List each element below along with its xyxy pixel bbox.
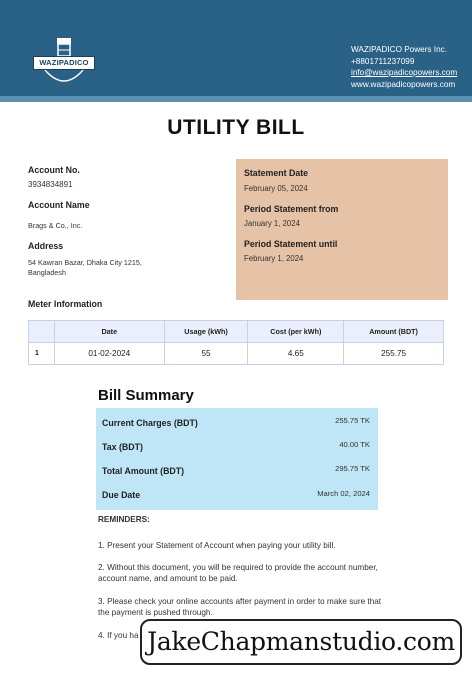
meter-col-date-header: Date [54,321,164,343]
period-until-value: February 1, 2024 [244,254,304,263]
watermark-badge: JakeChapmanstudio.com [140,619,462,665]
meter-col-cost-header: Cost (per kWh) [248,321,344,343]
header-banner [0,0,472,96]
meter-table-header-row [29,321,444,343]
meter-col-index-header [29,321,55,343]
due-date-label: Due Date [102,490,141,500]
meter-cell-amount: 255.75 [344,343,444,365]
company-email-link[interactable]: info@wazipadicopowers.com [351,68,458,77]
tax-value: 40.00 TK [339,440,370,449]
current-charges-label: Current Charges (BDT) [102,418,198,428]
statement-date-label: Statement Date [244,168,309,178]
meter-table [28,320,444,365]
meter-info-title: Meter Information [28,299,103,309]
bill-summary-box [96,408,378,510]
meter-col-amount-header: Amount (BDT) [344,321,444,343]
due-date-value: March 02, 2024 [317,489,370,498]
reminder-2: 2. Without this document, you will be required to provide the account number, account name, and amount to be paid. [98,563,378,583]
statement-box [236,159,448,300]
account-number-label: Account No. [28,165,80,175]
address-label: Address [28,241,64,251]
statement-date-value: February 05, 2024 [244,184,308,193]
account-number-value: 3934834891 [28,180,73,189]
company-contact-block [351,44,457,90]
meter-col-usage-header: Usage (kWh) [164,321,248,343]
table-row [29,343,444,365]
total-amount-value: 295.75 TK [335,464,370,473]
current-charges-value: 255.75 TK [335,416,370,425]
address-line-1: 54 Kawran Bazar, Dhaka City 1215, [28,258,142,267]
period-from-label: Period Statement from [244,204,339,214]
address-line-2: Bangladesh [28,268,66,277]
account-name-label: Account Name [28,200,90,210]
reminder-3: 3. Please check your online accounts after payment in order to make sure that the payment is pushed through. [98,597,382,617]
meter-cell-usage: 55 [164,343,248,365]
logo-wordmark: WAZIPADICO [33,56,95,70]
period-until-label: Period Statement until [244,239,338,249]
meter-cell-cost: 4.65 [248,343,344,365]
bill-summary-title: Bill Summary [98,387,194,404]
page-title: UTILITY BILL [167,116,305,139]
header-stripe [0,96,472,102]
company-logo [33,36,95,88]
account-name-value: Brags & Co., Inc. [28,221,83,230]
meter-cell-index: 1 [29,343,55,365]
reminder-1: 1. Present your Statement of Account when paying your utility bill. [98,541,336,550]
period-from-value: January 1, 2024 [244,219,300,228]
company-website[interactable]: www.wazipadicopowers.com [351,79,456,89]
total-amount-label: Total Amount (BDT) [102,466,185,476]
reminder-4: 4. If you ha [98,631,139,640]
tax-label: Tax (BDT) [102,442,143,452]
company-phone: +8801711237099 [351,56,415,66]
meter-cell-date: 01-02-2024 [54,343,164,365]
company-name: WAZIPADICO Powers Inc. [351,45,447,54]
reminders-title: REMINDERS: [98,515,150,524]
